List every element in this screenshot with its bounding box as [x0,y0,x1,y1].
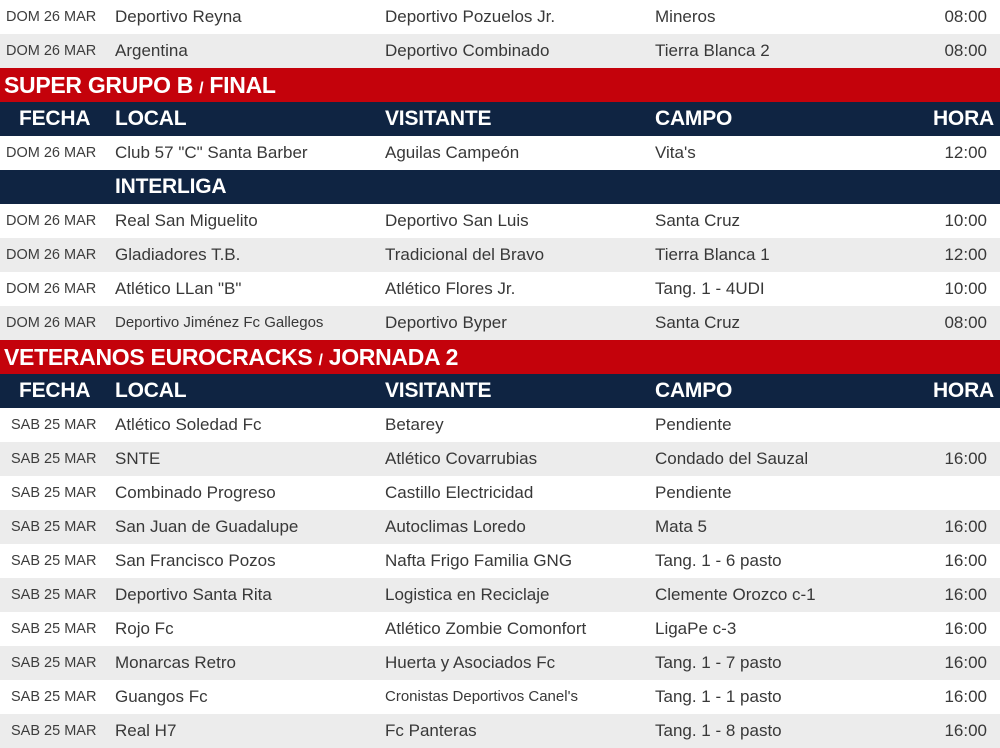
match-date: SAB 25 MAR [11,417,97,433]
match-row [0,680,1000,714]
match-date: SAB 25 MAR [11,689,97,705]
match-date: DOM 26 MAR [6,145,97,161]
match-date: SAB 25 MAR [11,587,97,603]
column-header-campo: CAMPO [655,107,733,130]
match-time: 10:00 [944,211,987,230]
field: Mineros [655,7,716,26]
group-label: INTERLIGA [115,175,227,198]
column-header-visitante: VISITANTE [385,107,492,130]
away-team: Atlético Flores Jr. [385,279,516,298]
home-team: Atlético Soledad Fc [115,415,262,434]
match-row [0,34,1000,68]
match-time: 16:00 [944,585,987,604]
away-team: Huerta y Asociados Fc [385,653,556,672]
home-team: Gladiadores T.B. [115,245,241,264]
match-date: DOM 26 MAR [6,43,97,59]
match-row [0,272,1000,306]
match-date: SAB 25 MAR [11,723,97,739]
away-team: Logistica en Reciclaje [385,585,550,604]
column-header-hora: HORA [932,107,994,130]
match-date: SAB 25 MAR [11,519,97,535]
section-title-main: VETERANOS EUROCRACKS [4,344,313,370]
match-date: SAB 25 MAR [11,553,97,569]
home-team: Club 57 "C" Santa Barber [115,143,308,162]
away-team: Deportivo Pozuelos Jr. [385,7,556,26]
away-team: Atlético Covarrubias [385,449,538,468]
match-time: 16:00 [944,687,987,706]
match-row [0,510,1000,544]
match-time: 16:00 [944,619,987,638]
away-team: Betarey [385,415,444,434]
match-time: 12:00 [944,143,987,162]
match-row [0,238,1000,272]
home-team: San Francisco Pozos [115,551,276,570]
match-date: SAB 25 MAR [11,451,97,467]
away-team: Autoclimas Loredo [385,517,526,536]
section-title-separator: / [199,80,204,97]
away-team: Deportivo Combinado [385,41,550,60]
match-time: 08:00 [944,313,987,332]
field: Tierra Blanca 1 [655,245,770,264]
column-header-hora: HORA [932,379,994,402]
field: Tang. 1 - 6 pasto [655,551,782,570]
match-time: 10:00 [944,279,987,298]
away-team: Fc Panteras [385,721,477,740]
match-row [0,544,1000,578]
home-team: Guangos Fc [115,687,208,706]
field: Vita's [655,143,696,162]
match-row [0,204,1000,238]
home-team: Monarcas Retro [115,653,236,672]
match-time: 16:00 [944,449,987,468]
match-date: SAB 25 MAR [11,485,97,501]
match-time: 08:00 [944,41,987,60]
away-team: Atlético Zombie Comonfort [385,619,587,638]
match-date: DOM 26 MAR [6,247,97,263]
column-header-fecha: FECHA [19,107,91,130]
match-row [0,408,1000,442]
match-date: DOM 26 MAR [6,281,97,297]
home-team: Rojo Fc [115,619,174,638]
match-row [0,578,1000,612]
match-row [0,0,1000,34]
home-team: Deportivo Reyna [115,7,242,26]
home-team: Argentina [115,41,188,60]
field: Santa Cruz [655,313,741,332]
home-team: Atlético LLan "B" [115,279,242,298]
field: Tang. 1 - 8 pasto [655,721,782,740]
match-row [0,442,1000,476]
match-date: DOM 26 MAR [6,315,97,331]
section-title-main: SUPER GRUPO B [4,72,194,98]
field: Mata 5 [655,517,707,536]
column-header-campo: CAMPO [655,379,733,402]
section-title-sub: FINAL [209,72,276,98]
match-date: DOM 26 MAR [6,213,97,229]
match-time: 16:00 [944,551,987,570]
field: Tang. 1 - 7 pasto [655,653,782,672]
column-header-visitante: VISITANTE [385,379,492,402]
field: Santa Cruz [655,211,741,230]
home-team: Deportivo Jiménez Fc Gallegos [115,314,324,331]
column-header-local: LOCAL [115,379,187,402]
match-time: 16:00 [944,517,987,536]
field: Tang. 1 - 4UDI [655,279,765,298]
home-team: Real H7 [115,721,177,740]
column-header-fecha: FECHA [19,379,91,402]
field: Condado del Sauzal [655,449,809,468]
match-row [0,714,1000,748]
home-team: SNTE [115,449,161,468]
away-team: Deportivo Byper [385,313,507,332]
away-team: Cronistas Deportivos Canel's [385,688,578,705]
field: Tang. 1 - 1 pasto [655,687,782,706]
away-team: Aguilas Campeón [385,143,520,162]
match-time: 08:00 [944,7,987,26]
match-row [0,136,1000,170]
match-time: 16:00 [944,721,987,740]
match-date: SAB 25 MAR [11,655,97,671]
away-team: Castillo Electricidad [385,483,534,502]
field: LigaPe c-3 [655,619,737,638]
section-title [0,68,1000,102]
match-time: 16:00 [944,653,987,672]
field: Tierra Blanca 2 [655,41,770,60]
column-header-local: LOCAL [115,107,187,130]
field: Pendiente [655,415,732,434]
match-date: DOM 26 MAR [6,9,97,25]
field: Clemente Orozco c-1 [655,585,816,604]
match-row [0,306,1000,340]
match-row [0,646,1000,680]
section-title [0,340,1000,374]
home-team: Deportivo Santa Rita [115,585,272,604]
column-header-row [0,374,1000,408]
match-time: 12:00 [944,245,987,264]
group-header-row [0,170,1000,204]
away-team: Tradicional del Bravo [385,245,545,264]
away-team: Deportivo San Luis [385,211,529,230]
field: Pendiente [655,483,732,502]
away-team: Nafta Frigo Familia GNG [385,551,573,570]
section-title-sub: JORNADA 2 [328,344,459,370]
home-team: Real San Miguelito [115,211,258,230]
home-team: Combinado Progreso [115,483,276,502]
match-row [0,612,1000,646]
section-title-separator: / [318,352,323,369]
column-header-row [0,102,1000,136]
match-row [0,476,1000,510]
match-date: SAB 25 MAR [11,621,97,637]
home-team: San Juan de Guadalupe [115,517,299,536]
